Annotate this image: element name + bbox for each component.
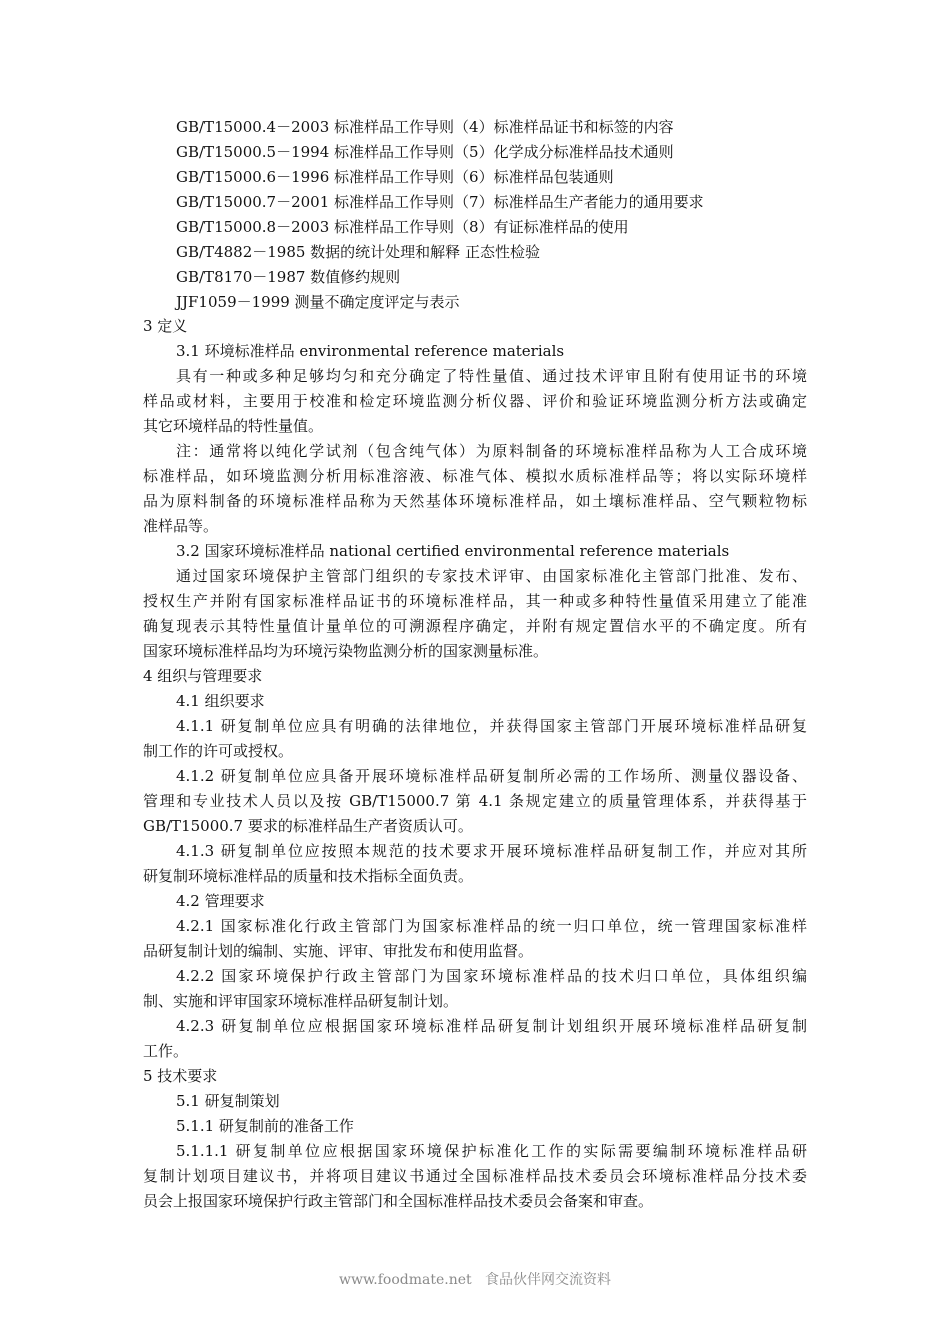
reference-line: GB/T4882－1985 数据的统计处理和解释 正态性检验 bbox=[176, 243, 540, 261]
subsection-4-2-heading: 4.2 管理要求 bbox=[176, 892, 265, 910]
paragraph-line: 国家环境标准样品均为环境污染物监测分析的国家测量标准。 bbox=[143, 642, 549, 660]
reference-line: GB/T15000.7－2001 标准样品工作导则（7）标准样品生产者能力的通用要求 bbox=[176, 193, 704, 211]
paragraph-line: 4.2.3 研复制单位应根据国家环境标准样品研复制计划组织开展环境标准样品研复制 bbox=[176, 1017, 807, 1035]
section-5-heading: 5 技术要求 bbox=[143, 1067, 218, 1085]
paragraph-line: 其它环境样品的特性量值。 bbox=[143, 417, 324, 435]
paragraph-line: 通过国家环境保护主管部门组织的专家技术评审、由国家标准化主管部门批准、发布、 bbox=[176, 567, 807, 585]
note-line: 准样品等。 bbox=[143, 517, 219, 535]
reference-line: GB/T15000.8－2003 标准样品工作导则（8）有证标准样品的使用 bbox=[176, 218, 629, 236]
reference-line: GB/T15000.6－1996 标准样品工作导则（6）标准样品包装通则 bbox=[176, 168, 614, 186]
paragraph-line: 工作。 bbox=[143, 1042, 189, 1060]
reference-line: GB/T15000.5－1994 标准样品工作导则（5）化学成分标准样品技术通则 bbox=[176, 143, 674, 161]
paragraph-line: 制工作的许可或授权。 bbox=[143, 742, 294, 760]
paragraph-line: 制、实施和评审国家环境标准样品研复制计划。 bbox=[143, 992, 459, 1010]
section-3-heading: 3 定义 bbox=[143, 317, 188, 335]
paragraph-line: 4.1.3 研复制单位应按照本规范的技术要求开展环境标准样品研复制工作，并应对其所 bbox=[176, 842, 807, 860]
paragraph-line: 4.1.2 研复制单位应具备开展环境标准样品研复制所必需的工作场所、测量仪器设备、 bbox=[176, 767, 807, 785]
subsection-5-1-1-heading: 5.1.1 研复制前的准备工作 bbox=[176, 1117, 354, 1135]
paragraph-line: 确复现表示其特性量值计量单位的可溯源程序确定，并附有规定置信水平的不确定度。所有 bbox=[143, 617, 807, 635]
paragraph-line: 5.1.1.1 研复制单位应根据国家环境保护标准化工作的实际需要编制环境标准样品研 bbox=[176, 1142, 807, 1160]
paragraph-line: 复制计划项目建议书，并将项目建议书通过全国标准样品技术委员会环境标准样品分技术委 bbox=[143, 1167, 807, 1185]
paragraph-line: 员会上报国家环境保护行政主管部门和全国标准样品技术委员会备案和审查。 bbox=[143, 1192, 654, 1210]
paragraph-line: 样品或材料，主要用于校准和检定环境监测分析仪器、评价和验证环境监测分析方法或确定 bbox=[143, 392, 807, 410]
section-4-heading: 4 组织与管理要求 bbox=[143, 667, 263, 685]
reference-line: GB/T8170－1987 数值修约规则 bbox=[176, 268, 401, 286]
paragraph-line: 品研复制计划的编制、实施、评审、审批发布和使用监督。 bbox=[143, 942, 534, 960]
subsection-3-1-heading: 3.1 环境标准样品 environmental reference materials bbox=[176, 342, 565, 360]
reference-line: GB/T15000.4－2003 标准样品工作导则（4）标准样品证书和标签的内容 bbox=[176, 118, 674, 136]
paragraph-line: 4.2.1 国家标准化行政主管部门为国家标准样品的统一归口单位，统一管理国家标准样 bbox=[176, 917, 807, 935]
subsection-5-1-heading: 5.1 研复制策划 bbox=[176, 1092, 280, 1110]
paragraph-line: 研复制环境标准样品的质量和技术指标全面负责。 bbox=[143, 867, 474, 885]
paragraph-line: 授权生产并附有国家标准样品证书的环境标准样品，其一种或多种特性量值采用建立了能准 bbox=[143, 592, 807, 610]
paragraph-line: 具有一种或多种足够均匀和充分确定了特性量值、通过技术评审且附有使用证书的环境 bbox=[176, 367, 807, 385]
paragraph-line: GB/T15000.7 要求的标准样品生产者资质认可。 bbox=[143, 817, 473, 835]
paragraph-line: 4.1.1 研复制单位应具有明确的法律地位，并获得国家主管部门开展环境标准样品研复 bbox=[176, 717, 807, 735]
subsection-3-2-heading: 3.2 国家环境标准样品 national certified environmental reference materials bbox=[176, 542, 730, 560]
paragraph-line: 4.2.2 国家环境保护行政主管部门为国家环境标准样品的技术归口单位，具体组织编 bbox=[176, 967, 807, 985]
paragraph-line: 管理和专业技术人员以及按 GB/T15000.7 第 4.1 条规定建立的质量管理体系，并获得基于 bbox=[143, 792, 807, 810]
note-line: 注：通常将以纯化学试剂（包含纯气体）为原料制备的环境标准样品称为人工合成环境 bbox=[176, 442, 807, 460]
page-footer: www.foodmate.net 食品伙伴网交流资料 bbox=[338, 1272, 611, 1288]
note-line: 标准样品，如环境监测分析用标准溶液、标准气体、模拟水质标准样品等；将以实际环境样 bbox=[143, 467, 807, 485]
subsection-4-1-heading: 4.1 组织要求 bbox=[176, 692, 265, 710]
reference-line: JJF1059－1999 测量不确定度评定与表示 bbox=[176, 293, 460, 311]
note-line: 品为原料制备的环境标准样品称为天然基体环境标准样品，如土壤标准样品、空气颗粒物标 bbox=[143, 492, 807, 510]
